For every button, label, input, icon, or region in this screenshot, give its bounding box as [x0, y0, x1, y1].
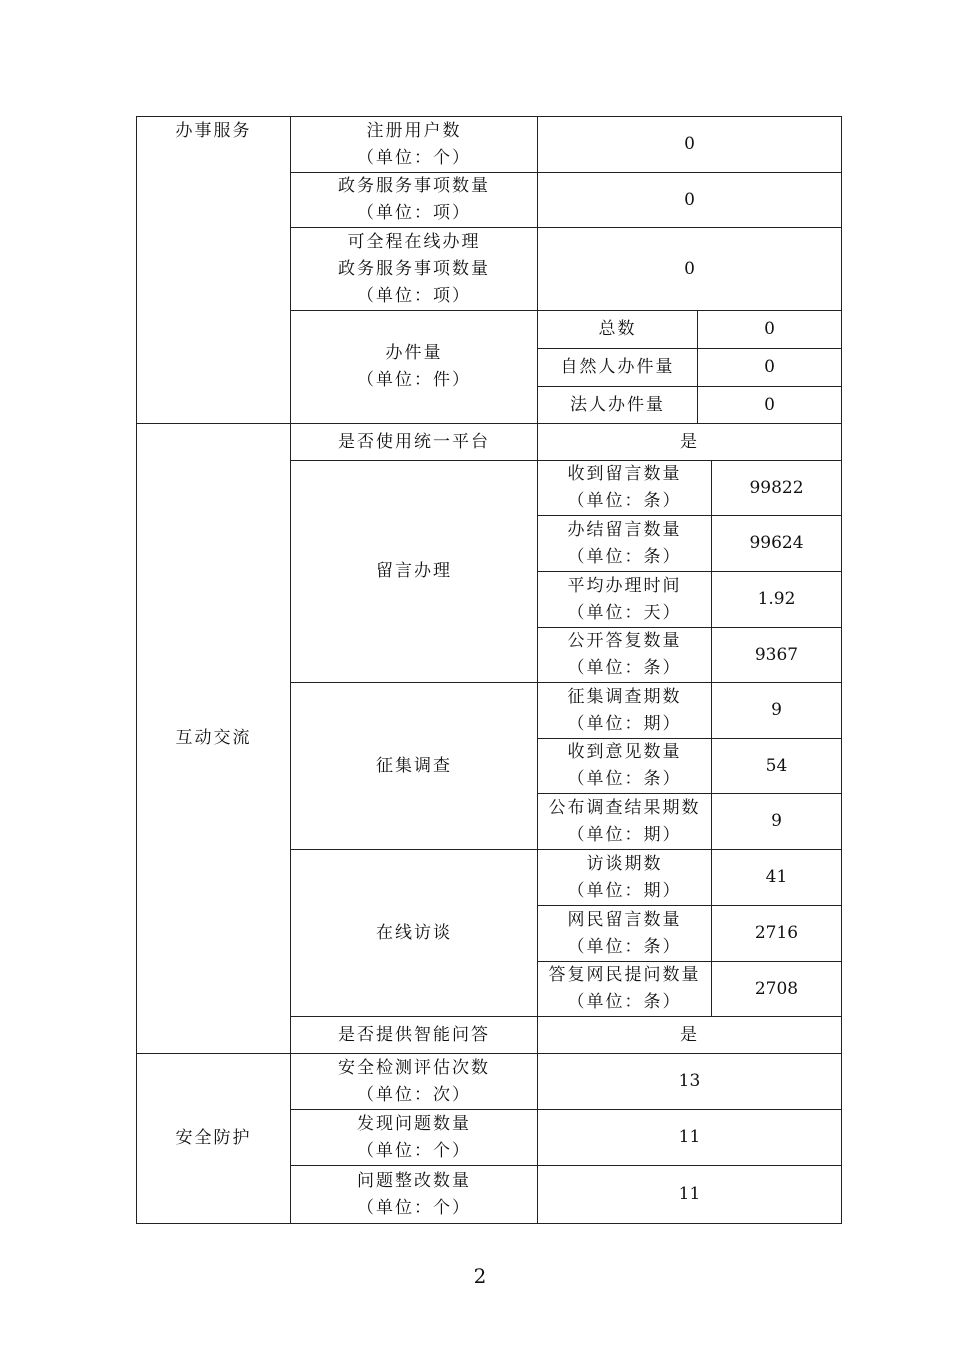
cases-label-cell [291, 311, 537, 423]
cases-total-value-cell [698, 311, 841, 348]
messages-public-label: 公开答复数量 [567, 631, 682, 651]
interviews-netizen-value-cell [712, 906, 841, 961]
surveys-results-label: 公布调查结果期数 [548, 797, 701, 818]
surveys-opinions-value: 54 [765, 755, 788, 776]
cases-total-label: 总数 [598, 319, 637, 339]
section-service-label: 办事服务 [175, 121, 252, 141]
messages-group-label: 留言办理 [376, 561, 452, 581]
section-interaction-label: 互动交流 [175, 728, 252, 748]
section-title-interaction [137, 424, 290, 1053]
surveys-results-unit: （单位：期） [567, 824, 682, 845]
service-items-unit: （单位：项） [357, 203, 471, 223]
assessments-label-cell [291, 1054, 537, 1109]
unified-platform-value-cell [538, 424, 841, 460]
cases-legal-value-cell [698, 387, 841, 423]
issues-fixed-label: 问题整改数量 [357, 1170, 471, 1191]
smart-qa-label-cell [291, 1017, 537, 1053]
surveys-results-value: 9 [771, 811, 782, 831]
messages-completed-label: 办结留言数量 [567, 519, 682, 540]
issues-found-value: 11 [678, 1127, 701, 1147]
registered-users-value-cell [538, 117, 841, 172]
messages-avgtime-value-cell [712, 572, 841, 627]
messages-completed-label-cell [538, 516, 711, 571]
service-items-label: 政务服务事项数量 [338, 176, 490, 196]
interviews-periods-value-cell [712, 850, 841, 905]
surveys-opinions-label-cell [538, 739, 711, 793]
cases-label: 办件量 [385, 343, 443, 363]
online-items-value-cell [538, 228, 841, 310]
surveys-periods-label: 征集调查期数 [567, 686, 682, 707]
messages-public-value-cell [712, 628, 841, 682]
online-items-label-line1: 可全程在线办理 [347, 231, 481, 252]
messages-completed-unit: （单位：条） [567, 546, 682, 567]
surveys-group-label: 征集调查 [376, 755, 452, 776]
registered-users-unit: （单位：个） [357, 147, 471, 168]
smart-qa-label: 是否提供智能问答 [338, 1024, 490, 1045]
messages-completed-value: 99624 [749, 533, 804, 553]
messages-avgtime-label: 平均办理时间 [567, 575, 682, 596]
messages-public-label-cell [538, 628, 711, 682]
messages-group-label-cell [291, 461, 537, 682]
interviews-periods-value: 41 [765, 867, 788, 887]
cases-unit: （单位：件） [357, 370, 471, 390]
surveys-results-value-cell [712, 794, 841, 849]
issues-fixed-value-cell [538, 1166, 841, 1223]
surveys-opinions-label: 收到意见数量 [567, 742, 682, 762]
unified-platform-label: 是否使用统一平台 [338, 431, 490, 452]
messages-received-label-cell [538, 461, 711, 515]
interviews-group-label: 在线访谈 [376, 922, 452, 943]
surveys-opinions-unit: （单位：条） [567, 769, 682, 789]
messages-received-unit: （单位：条） [567, 491, 682, 511]
surveys-periods-value: 9 [771, 700, 782, 720]
assessments-value-cell [538, 1054, 841, 1109]
messages-completed-value-cell [712, 516, 841, 571]
surveys-periods-label-cell [538, 683, 711, 738]
registered-users-label-cell [291, 117, 537, 172]
page-number: 2 [473, 1264, 487, 1288]
messages-received-label: 收到留言数量 [567, 464, 682, 484]
issues-fixed-unit: （单位：个） [357, 1197, 471, 1218]
unified-platform-label-cell [291, 424, 537, 460]
messages-avgtime-value: 1.92 [757, 589, 796, 609]
surveys-periods-value-cell [712, 683, 841, 738]
interviews-netizen-label-cell [538, 906, 711, 961]
registered-users-value: 0 [684, 134, 695, 154]
smart-qa-value-cell [538, 1017, 841, 1053]
issues-found-unit: （单位：个） [357, 1140, 471, 1161]
online-items-value: 0 [684, 258, 695, 279]
interviews-replies-unit: （单位：条） [567, 992, 682, 1012]
cases-legal-value: 0 [764, 394, 775, 415]
assessments-label: 安全检测评估次数 [338, 1057, 490, 1078]
messages-avgtime-unit: （单位：天） [567, 602, 682, 623]
cases-total-label-cell [538, 311, 697, 348]
surveys-group-label-cell [291, 683, 537, 849]
assessments-unit: （单位：次） [357, 1084, 471, 1105]
service-items-label-cell [291, 173, 537, 227]
messages-avgtime-label-cell [538, 572, 711, 627]
online-items-label-line2: 政务服务事项数量 [338, 258, 490, 279]
section-security-label: 安全防护 [175, 1128, 252, 1148]
cases-legal-label-cell [538, 387, 697, 423]
cases-natural-label-cell [538, 349, 697, 386]
messages-public-unit: （单位：条） [567, 658, 682, 678]
interviews-replies-label: 答复网民提问数量 [548, 965, 701, 985]
cases-natural-value-cell [698, 349, 841, 386]
issues-found-label: 发现问题数量 [357, 1113, 471, 1134]
assessments-value: 13 [678, 1071, 701, 1091]
cases-total-value: 0 [764, 319, 775, 339]
section-title-security [137, 1054, 290, 1223]
online-items-unit: （单位：项） [357, 285, 471, 306]
issues-fixed-value: 11 [678, 1184, 701, 1204]
service-items-value: 0 [684, 189, 695, 210]
cases-natural-label: 自然人办件量 [560, 357, 675, 377]
surveys-results-label-cell [538, 794, 711, 849]
issues-fixed-label-cell [291, 1166, 537, 1223]
issues-found-value-cell [538, 1110, 841, 1165]
interviews-group-label-cell [291, 850, 537, 1016]
messages-received-value: 99822 [749, 477, 804, 498]
unified-platform-value: 是 [680, 431, 699, 452]
interviews-replies-value: 2708 [754, 978, 799, 999]
interviews-replies-value-cell [712, 962, 841, 1016]
messages-public-value: 9367 [754, 644, 799, 665]
messages-received-value-cell [712, 461, 841, 515]
registered-users-label: 注册用户数 [366, 120, 462, 141]
interviews-periods-unit: （单位：期） [567, 880, 682, 901]
interviews-netizen-value: 2716 [754, 923, 799, 943]
interviews-netizen-unit: （单位：条） [567, 936, 682, 957]
surveys-opinions-value-cell [712, 739, 841, 793]
interviews-periods-label-cell [538, 850, 711, 905]
smart-qa-value: 是 [680, 1024, 699, 1045]
cases-natural-value: 0 [764, 357, 775, 377]
cases-legal-label: 法人办件量 [570, 394, 665, 415]
interviews-netizen-label: 网民留言数量 [567, 909, 682, 930]
interviews-replies-label-cell [538, 962, 711, 1016]
section-title-service [137, 117, 290, 424]
interviews-periods-label: 访谈期数 [586, 853, 663, 874]
online-items-label-cell [291, 228, 537, 310]
issues-found-label-cell [291, 1110, 537, 1165]
surveys-periods-unit: （单位：期） [567, 713, 682, 734]
service-items-value-cell [538, 173, 841, 227]
